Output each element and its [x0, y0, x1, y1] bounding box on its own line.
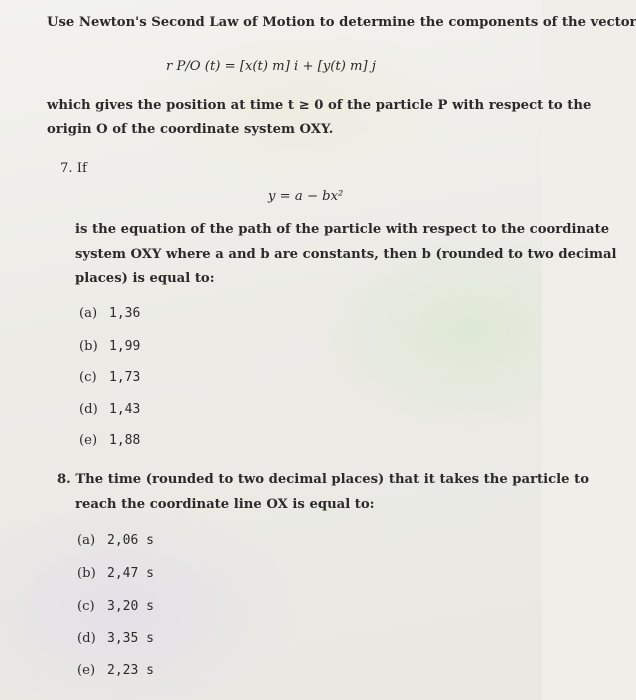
q8-line-2: reach the coordinate line OX is equal to:	[75, 497, 375, 512]
option-value: 1,43	[109, 402, 141, 417]
q8-option-a	[77, 533, 154, 548]
option-label: (e)	[79, 433, 98, 448]
q7-option-d	[79, 402, 140, 417]
q8-option-b	[77, 566, 154, 581]
option-value: 1,73	[109, 370, 141, 385]
intro-line-1: Use Newton's Second Law of Motion to determine the components of the vector	[47, 15, 636, 30]
option-label: (b)	[77, 566, 96, 581]
option-label: (c)	[79, 370, 97, 385]
option-value: 1,36	[109, 306, 141, 321]
q7-option-b	[79, 339, 140, 354]
option-value: 1,88	[109, 433, 141, 448]
q7-line-3: places) is equal to:	[75, 271, 215, 286]
option-label: (d)	[77, 631, 96, 646]
q8-option-d	[77, 631, 154, 646]
intro-equation: r P/O (t) = [x(t) m] i + [y(t) m] j	[165, 59, 376, 74]
option-label: (a)	[77, 533, 96, 548]
option-value: 2,06 s	[107, 533, 154, 548]
intro-line-3: origin O of the coordinate system OXY.	[47, 122, 334, 137]
option-label: (c)	[77, 599, 95, 614]
option-label: (a)	[79, 306, 98, 321]
option-value: 3,35 s	[107, 631, 154, 646]
option-value: 2,47 s	[107, 566, 154, 581]
q7-option-a	[79, 306, 140, 321]
q8-option-e	[77, 663, 154, 678]
q7-equation: y = a − bx²	[268, 189, 344, 204]
option-value: 1,99	[109, 339, 141, 354]
option-value: 3,20 s	[107, 599, 154, 614]
option-label: (d)	[79, 402, 98, 417]
option-value: 2,23 s	[107, 663, 154, 678]
q7-option-c	[79, 370, 140, 385]
q7-number: 7. If	[60, 161, 87, 176]
q8-line-1: 8. The time (rounded to two decimal places) that it takes the particle to	[57, 472, 590, 487]
intro-line-2: which gives the position at time t ≥ 0 of the particle P with respect to the	[47, 98, 592, 113]
q8-option-c	[77, 599, 154, 614]
option-label: (e)	[77, 663, 96, 678]
q7-line-2: system OXY where a and b are constants, then b (rounded to two decimal	[75, 247, 617, 262]
option-label: (b)	[79, 339, 98, 354]
q7-option-e	[79, 433, 140, 448]
q7-line-1: is the equation of the path of the particle with respect to the coordinate	[75, 222, 610, 237]
